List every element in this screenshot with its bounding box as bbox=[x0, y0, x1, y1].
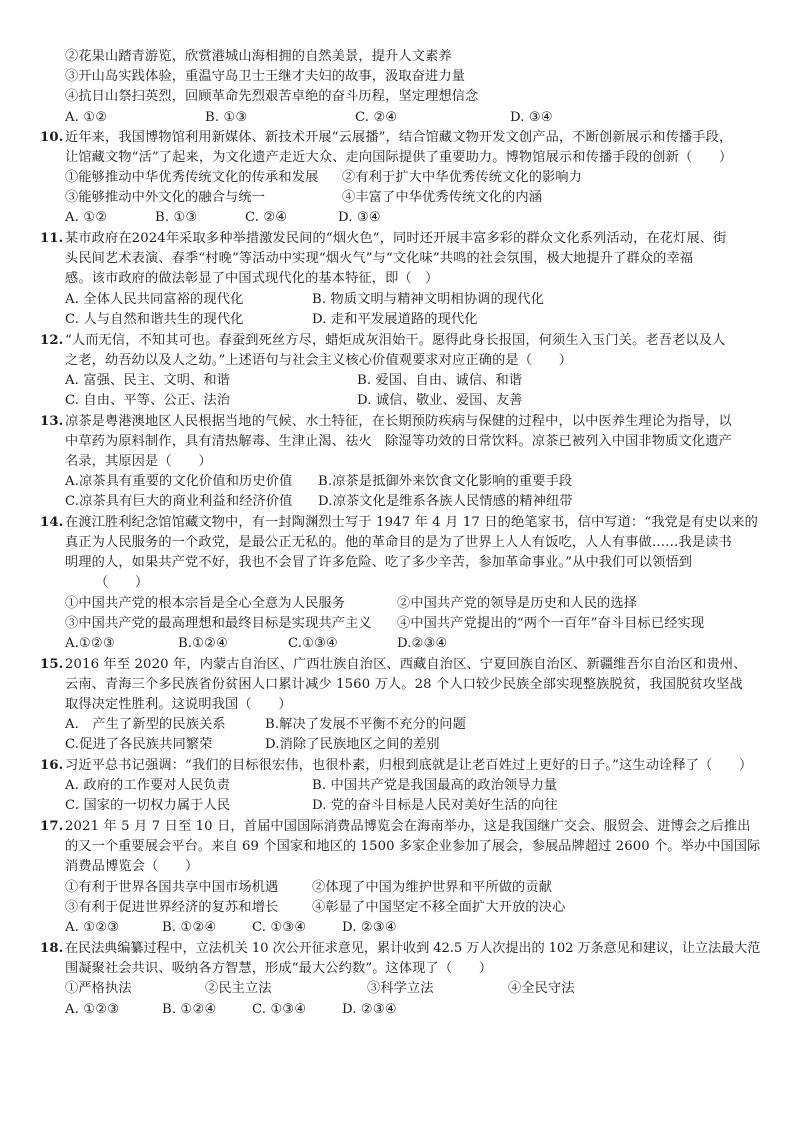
q12-choice-c: C. 自由、平等、公正、法治 bbox=[65, 393, 231, 408]
q18-choice-c: C. ①③④ bbox=[252, 1002, 307, 1017]
q17-choice-b: B. ①②④ bbox=[162, 920, 217, 935]
q18-stem-line1: 在民法典编纂过程中，立法机关 10 次公开征求意见，累计收到 42.5 万人次提出的 102 万条意见和建议，让立法最大范 bbox=[65, 941, 761, 956]
q14-option-1: ①中国共产党的根本宗旨是全心全意为人民服务 bbox=[65, 596, 346, 611]
q10-option-1: ①能够推动中华优秀传统文化的传承和发展 bbox=[65, 170, 319, 185]
q15-stem-line3: 取得决定性胜利。这说明我国（ ） bbox=[65, 697, 292, 712]
q15-stem-line1: 2016 年至 2020 年，内蒙古自治区、广西壮族自治区、西藏自治区、宁夏回族自治区、新疆维吾尔自治区和贵州、 bbox=[65, 657, 747, 672]
q17-choice-d: D. ②③④ bbox=[342, 920, 397, 935]
q18-choice-b: B. ①②④ bbox=[162, 1002, 217, 1017]
q17-stem-line3: 消费品博览会（ ） bbox=[65, 859, 199, 874]
q9-option-2: ②花果山踏青游览，欣赏港城山海相拥的自然美景，提升人文素养 bbox=[65, 49, 452, 64]
q11-number: 11. bbox=[40, 231, 64, 246]
q11-choice-b: B. 物质文明与精神文明相协调的现代化 bbox=[312, 292, 544, 307]
q10-option-2: ②有利于扩大中华优秀传统文化的影响力 bbox=[342, 170, 583, 185]
q13-choice-a: A.凉茶具有重要的文化价值和历史价值 bbox=[65, 474, 293, 489]
q12-number: 12. bbox=[40, 333, 64, 348]
q10-option-4: ④丰富了中华优秀传统文化的内涵 bbox=[342, 190, 543, 205]
q15-choice-c: C.促进了各民族共同繁荣 bbox=[65, 737, 213, 752]
q14-stem-line1: 在渡江胜利纪念馆馆藏文物中，有一封陶渊烈士写于 1947 年 4 月 17 日的绝笔家书，信中写道：“我党是有史以来的 bbox=[65, 515, 758, 530]
q17-option-1: ①有利于世界各国共享中国市场机遇 bbox=[65, 880, 279, 895]
q13-choice-d: D.凉茶文化是维系各族人民情感的精神纽带 bbox=[318, 494, 573, 509]
q9-option-4: ④抗日山祭扫英烈，回顾革命先烈艰苦卓绝的奋斗历程，坚定理想信念 bbox=[65, 89, 479, 104]
q12-stem-line2: 之老，幼吾幼以及人之幼。”上述语句与社会主义核心价值观要求对应正确的是（ ） bbox=[65, 353, 573, 368]
q10-option-3: ③能够推动中外文化的融合与统一 bbox=[65, 190, 266, 205]
q18-option-1: ①严格执法 bbox=[65, 981, 132, 996]
q17-choice-c: C. ①③④ bbox=[252, 920, 307, 935]
q15-choice-a: A. 产生了新型的民族关系 bbox=[65, 717, 226, 732]
q17-option-4: ④彰显了中国坚定不移全面扩大开放的决心 bbox=[312, 900, 566, 915]
q11-choice-c: C. 人与自然和谐共生的现代化 bbox=[65, 312, 244, 327]
q12-choice-b: B. 爱国、自由、诚信、和谐 bbox=[357, 373, 523, 388]
q13-stem-line1: 凉茶是粤港澳地区人民根据当地的气候、水土特征，在长期预防疾病与保健的过程中，以中医养生理论为指导，以 bbox=[65, 414, 732, 429]
q16-number: 16. bbox=[40, 758, 64, 773]
q10-choice-a: A. ①② bbox=[65, 210, 108, 225]
q15-choice-d: D.消除了民族地区之间的差别 bbox=[265, 737, 440, 752]
q14-number: 14. bbox=[40, 515, 64, 530]
q15-stem-line2: 云南、青海三个多民族省份贫困人口累计减少 1560 万人。28 个人口较少民族全部实现整族脱贫，我国脱贫攻坚战 bbox=[65, 677, 743, 692]
q10-choice-c: C. ②④ bbox=[245, 210, 288, 225]
q11-choice-a: A. 全体人民共同富裕的现代化 bbox=[65, 292, 244, 307]
q17-number: 17. bbox=[40, 819, 64, 834]
q10-stem-line1: 近年来，我国博物馆利用新媒体、新技术开展“云展播”，结合馆藏文物开发文创产品，不断创新展示和传播手段， bbox=[65, 130, 733, 145]
q9-choice-d: D. ③④ bbox=[510, 110, 553, 125]
q17-stem-line2: 的又一个重要展会平台。来自 69 个国家和地区的 1500 多家企业参加了展会，参展品牌超过 2600 个。举办中国国际 bbox=[65, 839, 761, 854]
q15-number: 15. bbox=[40, 657, 64, 672]
q17-stem-line1: 2021 年 5 月 7 日至 10 日，首届中国国际消费品博览会在海南举办，这是我国继广交会、服贸会、进博会之后推出 bbox=[65, 819, 751, 834]
q16-stem-line1: 习近平总书记强调：“我们的目标很宏伟，也很朴素，归根到底就是让老百姓过上更好的日子。”这生动诠释了（ ） bbox=[65, 758, 753, 773]
q16-choice-a: A. 政府的工作要对人民负责 bbox=[65, 778, 231, 793]
q10-number: 10. bbox=[40, 130, 64, 145]
q9-choice-a: A. ①② bbox=[65, 110, 108, 125]
q9-option-3: ③开山岛实践体验，重温守岛卫士王继才夫妇的故事，汲取奋进力量 bbox=[65, 69, 466, 84]
q10-choice-d: D. ③④ bbox=[338, 210, 381, 225]
q10-choice-b: B. ①③ bbox=[155, 210, 198, 225]
q16-choice-b: B. 中国共产党是我国最高的政治领导力量 bbox=[312, 778, 558, 793]
q17-option-2: ②体现了中国为维护世界和平所做的贡献 bbox=[312, 880, 553, 895]
q9-choice-c: C. ②④ bbox=[355, 110, 398, 125]
q16-choice-d: D. 党的奋斗目标是人民对美好生活的向往 bbox=[312, 798, 558, 813]
q18-choice-d: D. ②③④ bbox=[342, 1002, 397, 1017]
q10-stem-line2: 让馆藏文物“活”了起来，为文化遗产走近大众、走向国际提供了重要助力。博物馆展示和传播手段的创新（ ） bbox=[65, 150, 733, 165]
q14-choice-a: A.①②③ bbox=[65, 636, 115, 651]
q9-choice-b: B. ①③ bbox=[205, 110, 248, 125]
q11-stem-line3: 感。该市政府的做法彰显了中国式现代化的基本特征，即（ ） bbox=[65, 271, 439, 286]
q13-choice-c: C.凉茶具有巨大的商业利益和经济价值 bbox=[65, 494, 293, 509]
q14-choice-b: B.①②④ bbox=[178, 636, 229, 651]
q14-choice-c: C.①③④ bbox=[288, 636, 339, 651]
q14-stem-line2: 真正为人民服务的一个政党，是最公正无私的。他的革命目的是为了世界上人人有饭吃，人人有事做……我是读书 bbox=[65, 535, 732, 550]
q14-option-3: ③中国共产党的最高理想和最终目标是实现共产主义 bbox=[65, 616, 372, 631]
q11-stem-line2: 头民间艺术表演、春季“村晚”等活动中实现“烟火气”与“文化味”共鸣的社会氛围，极大地提升了群众的幸福 bbox=[65, 251, 694, 266]
q14-option-2: ②中国共产党的领导是历史和人民的选择 bbox=[397, 596, 638, 611]
q11-stem-line1: 某市政府在2024年采取多种举措激发民间的“烟火色”，同时还开展丰富多彩的群众文化系列活动，在花灯展、街 bbox=[65, 231, 727, 246]
q16-choice-c: C. 国家的一切权力属于人民 bbox=[65, 798, 231, 813]
q13-choice-b: B.凉茶是抵御外来饮食文化影响的重要手段 bbox=[318, 474, 573, 489]
q12-stem-line1: “人而无信，不知其可也。春蚕到死丝方尽，蜡炬成灰泪始干。愿得此身长报国，何须生入玉门关。老吾老以及人 bbox=[65, 333, 726, 348]
q18-stem-line2: 围凝聚社会共识、吸纳各方智慧，形成“最大公约数”。这体现了（ ） bbox=[65, 961, 493, 976]
q12-choice-a: A. 富强、民主、文明、和谐 bbox=[65, 373, 231, 388]
q14-stem-line3: 明理的人，如果共产党不好，我也不会冒了许多危险、吃了多少辛苦，参加革命事业。”从中我们可以领悟到 bbox=[65, 555, 693, 570]
q11-choice-d: D. 走和平发展道路的现代化 bbox=[312, 312, 478, 327]
q14-option-4: ④中国共产党提出的“两个一百年”奋斗目标已经实现 bbox=[397, 616, 705, 631]
q12-choice-d: D. 诚信、敬业、爱国、友善 bbox=[357, 393, 523, 408]
q14-stem-line4: （ ） bbox=[95, 575, 149, 590]
q17-option-3: ③有利于促进世界经济的复苏和增长 bbox=[65, 900, 279, 915]
q13-stem-line2: 中草药为原料制作，具有清热解毒、生津止渴、祛火 除湿等功效的日常饮料。凉茶已被列入中国非物质文化遗产 bbox=[65, 434, 732, 449]
q18-option-3: ③科学立法 bbox=[367, 981, 434, 996]
q18-option-4: ④全民守法 bbox=[508, 981, 575, 996]
q18-choice-a: A. ①②③ bbox=[65, 1002, 120, 1017]
q14-choice-d: D.②③④ bbox=[397, 636, 448, 651]
q13-stem-line3: 名录，其原因是（ ） bbox=[65, 454, 212, 469]
q18-number: 18. bbox=[40, 941, 64, 956]
q17-choice-a: A. ①②③ bbox=[65, 920, 120, 935]
q15-choice-b: B.解决了发展不平衡不充分的问题 bbox=[265, 717, 466, 732]
q13-number: 13. bbox=[40, 414, 64, 429]
q18-option-2: ②民主立法 bbox=[205, 981, 272, 996]
